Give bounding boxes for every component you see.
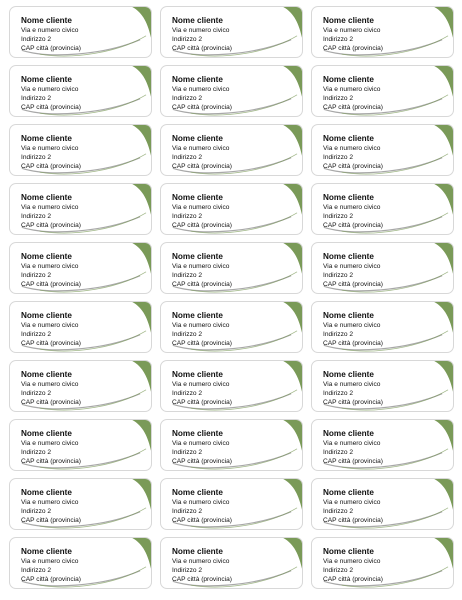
label-address-line-1: Via e numero civico (172, 440, 230, 447)
address-label[interactable] (9, 478, 152, 530)
green-corner-accent (283, 538, 302, 569)
label-city-line: CAP città (provincia) (172, 340, 232, 347)
label-address-line-1: Via e numero civico (21, 263, 79, 270)
label-city-line: CAP città (provincia) (21, 163, 81, 170)
label-customer-name: Nome cliente (21, 547, 72, 556)
label-address-line-1: Via e numero civico (21, 204, 79, 211)
green-corner-accent (132, 125, 151, 156)
label-address-line-2: Indirizzo 2 (323, 508, 354, 515)
label-customer-name: Nome cliente (172, 16, 223, 25)
label-text-block (323, 310, 383, 348)
green-corner-accent (434, 302, 453, 333)
label-text-block (21, 133, 81, 171)
label-customer-name: Nome cliente (172, 370, 223, 379)
label-address-line-1: Via e numero civico (21, 322, 79, 329)
address-label[interactable] (160, 6, 303, 58)
label-address-line-2: Indirizzo 2 (21, 36, 52, 43)
label-address-line-1: Via e numero civico (172, 558, 230, 565)
address-label[interactable] (9, 6, 152, 58)
address-label[interactable] (311, 301, 454, 353)
green-corner-accent (132, 361, 151, 392)
label-city-line: CAP città (provincia) (21, 399, 81, 406)
label-text-block (21, 369, 81, 407)
green-corner-accent (434, 7, 453, 38)
green-corner-accent (434, 243, 453, 274)
label-address-line-2: Indirizzo 2 (172, 154, 203, 161)
address-label[interactable] (160, 242, 303, 294)
label-city-line: CAP città (provincia) (172, 45, 232, 52)
label-text-block (172, 546, 232, 584)
address-label[interactable] (9, 183, 152, 235)
label-text-block (21, 251, 81, 289)
label-address-line-1: Via e numero civico (323, 204, 381, 211)
label-text-block (172, 310, 232, 348)
label-text-block (21, 74, 81, 112)
label-text-block (172, 133, 232, 171)
label-city-line: CAP città (provincia) (21, 45, 81, 52)
label-address-line-2: Indirizzo 2 (323, 567, 354, 574)
label-address-line-2: Indirizzo 2 (323, 95, 354, 102)
label-address-line-2: Indirizzo 2 (21, 567, 52, 574)
label-address-line-2: Indirizzo 2 (21, 390, 52, 397)
label-customer-name: Nome cliente (21, 75, 72, 84)
green-corner-accent (434, 66, 453, 97)
label-address-line-1: Via e numero civico (21, 499, 79, 506)
address-label[interactable] (160, 360, 303, 412)
label-address-line-1: Via e numero civico (21, 145, 79, 152)
label-city-line: CAP città (provincia) (323, 340, 383, 347)
green-corner-accent (132, 420, 151, 451)
label-address-line-1: Via e numero civico (323, 499, 381, 506)
label-city-line: CAP città (provincia) (323, 576, 383, 583)
green-corner-accent (283, 184, 302, 215)
label-city-line: CAP città (provincia) (323, 45, 383, 52)
green-corner-accent (434, 125, 453, 156)
label-city-line: CAP città (provincia) (21, 222, 81, 229)
label-city-line: CAP città (provincia) (172, 458, 232, 465)
label-address-line-1: Via e numero civico (21, 27, 79, 34)
green-corner-accent (283, 479, 302, 510)
label-city-line: CAP città (provincia) (21, 340, 81, 347)
label-address-line-1: Via e numero civico (172, 27, 230, 34)
address-label[interactable] (311, 419, 454, 471)
label-city-line: CAP città (provincia) (21, 281, 81, 288)
label-customer-name: Nome cliente (323, 488, 374, 497)
label-address-line-2: Indirizzo 2 (172, 36, 203, 43)
green-corner-accent (283, 66, 302, 97)
label-text-block (21, 546, 81, 584)
label-text-block (21, 487, 81, 525)
label-customer-name: Nome cliente (172, 547, 223, 556)
label-address-line-2: Indirizzo 2 (172, 567, 203, 574)
green-corner-accent (283, 125, 302, 156)
label-address-line-1: Via e numero civico (21, 440, 79, 447)
label-text-block (21, 15, 81, 53)
label-address-line-1: Via e numero civico (323, 86, 381, 93)
label-city-line: CAP città (provincia) (323, 281, 383, 288)
label-address-line-2: Indirizzo 2 (21, 508, 52, 515)
green-corner-accent (283, 420, 302, 451)
label-customer-name: Nome cliente (172, 193, 223, 202)
label-address-line-2: Indirizzo 2 (323, 331, 354, 338)
address-label[interactable] (9, 301, 152, 353)
address-label[interactable] (311, 65, 454, 117)
label-address-line-2: Indirizzo 2 (21, 213, 52, 220)
label-text-block (172, 15, 232, 53)
label-city-line: CAP città (provincia) (172, 576, 232, 583)
label-customer-name: Nome cliente (21, 429, 72, 438)
label-address-line-1: Via e numero civico (323, 263, 381, 270)
label-address-line-2: Indirizzo 2 (172, 272, 203, 279)
label-address-line-2: Indirizzo 2 (172, 331, 203, 338)
label-customer-name: Nome cliente (21, 252, 72, 261)
label-city-line: CAP città (provincia) (323, 104, 383, 111)
green-corner-accent (434, 361, 453, 392)
label-address-line-1: Via e numero civico (323, 27, 381, 34)
label-sheet (9, 6, 455, 594)
label-address-line-1: Via e numero civico (172, 499, 230, 506)
label-city-line: CAP città (provincia) (172, 517, 232, 524)
label-text-block (172, 192, 232, 230)
label-address-line-1: Via e numero civico (323, 322, 381, 329)
green-corner-accent (283, 7, 302, 38)
label-address-line-2: Indirizzo 2 (323, 36, 354, 43)
label-customer-name: Nome cliente (323, 252, 374, 261)
label-address-line-2: Indirizzo 2 (21, 154, 52, 161)
label-text-block (323, 15, 383, 53)
green-corner-accent (283, 243, 302, 274)
address-label[interactable] (160, 124, 303, 176)
label-text-block (172, 369, 232, 407)
green-corner-accent (434, 184, 453, 215)
label-city-line: CAP città (provincia) (21, 458, 81, 465)
label-address-line-2: Indirizzo 2 (21, 95, 52, 102)
address-label[interactable] (9, 65, 152, 117)
label-customer-name: Nome cliente (21, 193, 72, 202)
address-label[interactable] (9, 537, 152, 589)
green-corner-accent (132, 66, 151, 97)
label-customer-name: Nome cliente (323, 547, 374, 556)
address-label[interactable] (160, 183, 303, 235)
label-address-line-2: Indirizzo 2 (323, 213, 354, 220)
label-address-line-1: Via e numero civico (172, 86, 230, 93)
label-text-block (323, 546, 383, 584)
label-address-line-2: Indirizzo 2 (323, 272, 354, 279)
label-city-line: CAP città (provincia) (172, 163, 232, 170)
label-customer-name: Nome cliente (323, 134, 374, 143)
label-address-line-1: Via e numero civico (172, 322, 230, 329)
label-address-line-2: Indirizzo 2 (172, 508, 203, 515)
label-address-line-1: Via e numero civico (323, 381, 381, 388)
green-corner-accent (132, 7, 151, 38)
label-text-block (172, 251, 232, 289)
address-label[interactable] (311, 124, 454, 176)
label-address-line-1: Via e numero civico (323, 440, 381, 447)
address-label[interactable] (311, 360, 454, 412)
address-label[interactable] (160, 65, 303, 117)
label-customer-name: Nome cliente (172, 429, 223, 438)
label-address-line-1: Via e numero civico (172, 204, 230, 211)
label-customer-name: Nome cliente (172, 488, 223, 497)
label-city-line: CAP città (provincia) (21, 517, 81, 524)
label-text-block (323, 369, 383, 407)
label-address-line-2: Indirizzo 2 (172, 213, 203, 220)
label-address-line-1: Via e numero civico (172, 263, 230, 270)
address-label[interactable] (311, 242, 454, 294)
label-address-line-2: Indirizzo 2 (323, 449, 354, 456)
label-text-block (323, 133, 383, 171)
address-label[interactable] (160, 478, 303, 530)
label-text-block (21, 428, 81, 466)
label-text-block (323, 428, 383, 466)
label-address-line-2: Indirizzo 2 (21, 449, 52, 456)
label-address-line-2: Indirizzo 2 (21, 272, 52, 279)
green-corner-accent (132, 479, 151, 510)
label-text-block (323, 192, 383, 230)
label-address-line-1: Via e numero civico (323, 558, 381, 565)
label-text-block (21, 310, 81, 348)
label-address-line-1: Via e numero civico (21, 381, 79, 388)
address-label[interactable] (9, 124, 152, 176)
label-address-line-1: Via e numero civico (323, 145, 381, 152)
label-address-line-1: Via e numero civico (172, 381, 230, 388)
label-city-line: CAP città (provincia) (323, 399, 383, 406)
label-customer-name: Nome cliente (323, 370, 374, 379)
label-customer-name: Nome cliente (172, 311, 223, 320)
address-label[interactable] (311, 537, 454, 589)
label-text-block (323, 74, 383, 112)
label-customer-name: Nome cliente (323, 311, 374, 320)
label-text-block (172, 428, 232, 466)
address-label[interactable] (9, 360, 152, 412)
label-address-line-2: Indirizzo 2 (172, 390, 203, 397)
label-customer-name: Nome cliente (323, 429, 374, 438)
green-corner-accent (434, 538, 453, 569)
label-customer-name: Nome cliente (323, 193, 374, 202)
label-customer-name: Nome cliente (172, 75, 223, 84)
label-city-line: CAP città (provincia) (172, 399, 232, 406)
label-city-line: CAP città (provincia) (172, 222, 232, 229)
green-corner-accent (132, 184, 151, 215)
label-customer-name: Nome cliente (21, 370, 72, 379)
label-customer-name: Nome cliente (21, 134, 72, 143)
label-address-line-1: Via e numero civico (21, 558, 79, 565)
label-city-line: CAP città (provincia) (172, 104, 232, 111)
green-corner-accent (283, 302, 302, 333)
label-city-line: CAP città (provincia) (21, 104, 81, 111)
address-label[interactable] (311, 183, 454, 235)
green-corner-accent (434, 420, 453, 451)
label-text-block (172, 74, 232, 112)
label-customer-name: Nome cliente (172, 252, 223, 261)
address-label[interactable] (311, 478, 454, 530)
green-corner-accent (132, 538, 151, 569)
address-label[interactable] (160, 419, 303, 471)
address-label[interactable] (9, 419, 152, 471)
label-city-line: CAP città (provincia) (323, 222, 383, 229)
address-label[interactable] (160, 301, 303, 353)
label-address-line-2: Indirizzo 2 (172, 95, 203, 102)
label-customer-name: Nome cliente (172, 134, 223, 143)
green-corner-accent (132, 302, 151, 333)
label-text-block (21, 192, 81, 230)
label-address-line-2: Indirizzo 2 (21, 331, 52, 338)
label-city-line: CAP città (provincia) (323, 458, 383, 465)
label-address-line-1: Via e numero civico (21, 86, 79, 93)
label-text-block (323, 487, 383, 525)
label-city-line: CAP città (provincia) (323, 517, 383, 524)
green-corner-accent (132, 243, 151, 274)
address-label[interactable] (9, 242, 152, 294)
label-city-line: CAP città (provincia) (21, 576, 81, 583)
label-address-line-1: Via e numero civico (172, 145, 230, 152)
address-label[interactable] (311, 6, 454, 58)
label-customer-name: Nome cliente (21, 16, 72, 25)
label-text-block (172, 487, 232, 525)
label-address-line-2: Indirizzo 2 (323, 390, 354, 397)
label-city-line: CAP città (provincia) (172, 281, 232, 288)
label-text-block (323, 251, 383, 289)
label-address-line-2: Indirizzo 2 (323, 154, 354, 161)
green-corner-accent (283, 361, 302, 392)
label-address-line-2: Indirizzo 2 (172, 449, 203, 456)
label-customer-name: Nome cliente (323, 16, 374, 25)
address-label[interactable] (160, 537, 303, 589)
label-customer-name: Nome cliente (21, 488, 72, 497)
label-city-line: CAP città (provincia) (323, 163, 383, 170)
label-customer-name: Nome cliente (21, 311, 72, 320)
green-corner-accent (434, 479, 453, 510)
label-customer-name: Nome cliente (323, 75, 374, 84)
